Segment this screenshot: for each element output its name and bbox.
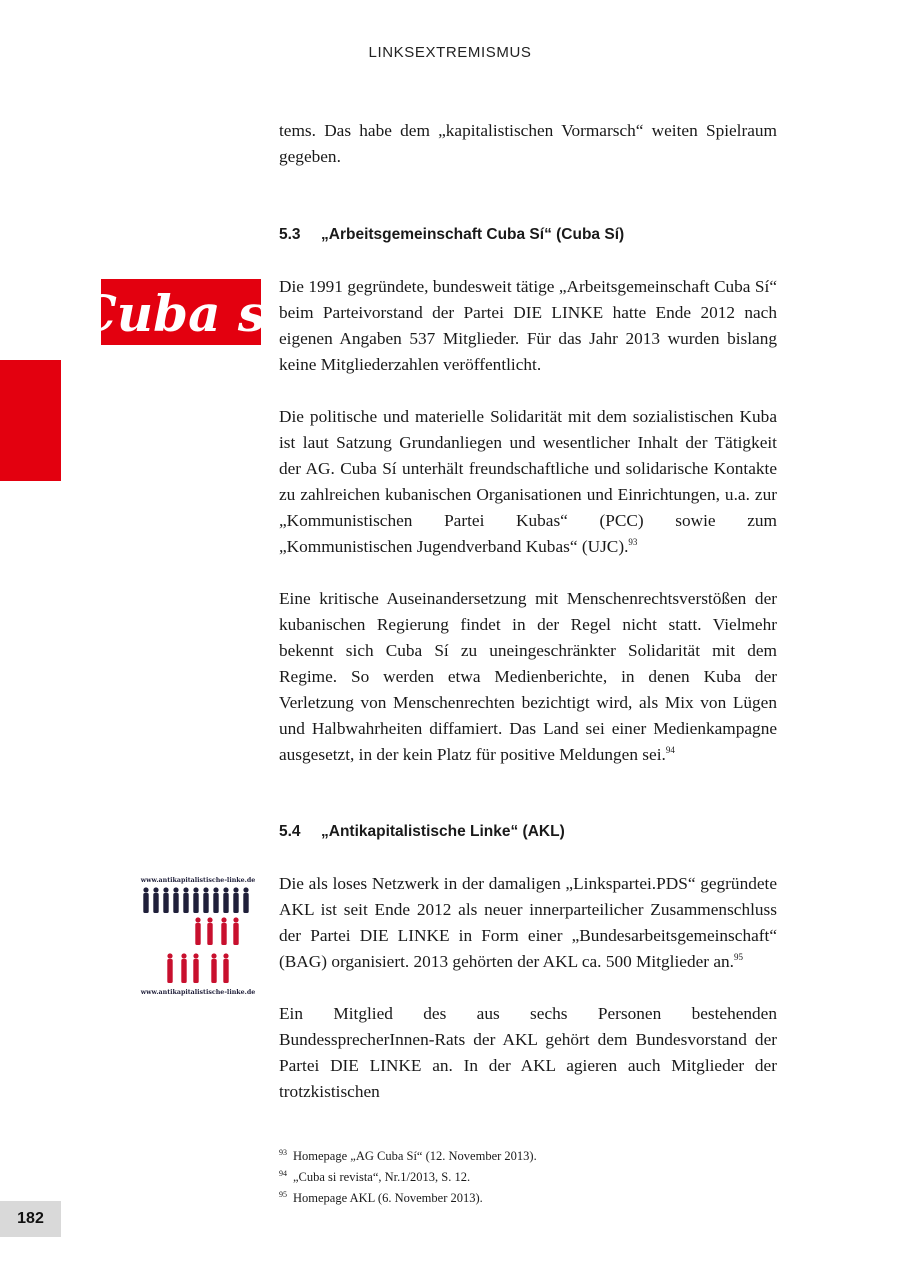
footnote-text: „Cuba si revista“, Nr.1/2013, S. 12. bbox=[293, 1170, 471, 1184]
section-heading-5-3 bbox=[279, 226, 777, 244]
footnote-text: Homepage AKL (6. November 2013). bbox=[293, 1191, 483, 1205]
footnotes bbox=[279, 1146, 777, 1209]
section-heading-5-4 bbox=[279, 823, 777, 841]
section-title: „Antikapitalistische Linke“ (AKL) bbox=[321, 823, 565, 840]
section-title: „Arbeitsgemeinschaft Cuba Sí“ (Cuba Sí) bbox=[321, 226, 625, 243]
paragraph bbox=[279, 404, 777, 560]
cuba-si-logo bbox=[76, 279, 286, 345]
paragraph-text: Die als loses Netzwerk in der damaligen „Linkspartei.PDS“ gegründete AKL ist seit Ende 2012 als neuer innerparteilicher Zusammenschluss der Partei DIE LINKE in Form einer „Bundesarbeitsgemeinschaft“ (BAG) organisiert. 2013 gehörten der AKL ca. 500 Mitglieder an. bbox=[279, 874, 777, 971]
footnote bbox=[279, 1188, 777, 1209]
intro-block bbox=[279, 118, 777, 170]
footnote-number: 94 bbox=[279, 1168, 287, 1178]
section-5-4-body bbox=[279, 871, 777, 1105]
section-number: 5.3 bbox=[279, 226, 301, 243]
paragraph bbox=[279, 871, 777, 975]
section-5-3-body bbox=[279, 274, 777, 768]
paragraph bbox=[279, 586, 777, 768]
footnote-text: Homepage „AG Cuba Sí“ (12. November 2013). bbox=[293, 1149, 537, 1163]
footnote-ref: 95 bbox=[733, 952, 743, 963]
footnote-number: 95 bbox=[279, 1189, 287, 1199]
page-number: 182 bbox=[0, 1201, 61, 1237]
footnote-ref: 93 bbox=[628, 537, 638, 548]
intro-paragraph: tems. Das habe dem „kapitalistischen Vormarsch“ weiten Spielraum gegeben. bbox=[279, 121, 777, 166]
akl-logo-url-bottom: www.antikapitalistische-linke.de bbox=[140, 989, 256, 996]
chapter-tab bbox=[0, 360, 61, 481]
akl-logo-graphic bbox=[136, 873, 260, 997]
paragraph-text: Eine kritische Auseinandersetzung mit Menschenrechtsverstößen der kubanischen Regierung findet in der Regel nicht statt. Vielmehr bekennt sich Cuba Sí zu uneingeschränkter Solidarität mit dem Regime. So werden etwa Medienberichte, in denen Kuba der Verletzung von Menschenrechten bezichtigt wird, als Mix von Lügen und Halbwahrheiten diffamiert. Das Land sei einer Medienkampagne ausgesetzt, in der kein Platz für positive Meldungen sei. bbox=[279, 589, 777, 764]
cuba-si-logo-text: Cuba sí bbox=[76, 284, 286, 343]
footnote-number: 93 bbox=[279, 1147, 287, 1157]
paragraph-text: Die politische und materielle Solidarität mit dem sozialistischen Kuba ist laut Satzung Grundanliegen und wesentlicher Inhalt der Tätigkeit der AG. Cuba Sí unterhält freundschaftliche und solidarische Kontakte zu zahlreichen kubanischen Organisationen und Einrichtungen, u.a. zur „Kommunistischen Partei Kubas“ (PCC) sowie zum „Kommunistischen Jugendverband Kubas“ (UJC). bbox=[279, 407, 777, 556]
akl-logo bbox=[136, 873, 260, 997]
footnote-ref: 94 bbox=[665, 745, 675, 756]
akl-logo-url-top: www.antikapitalistische-linke.de bbox=[140, 877, 256, 884]
footnote bbox=[279, 1146, 777, 1167]
paragraph: Ein Mitglied des aus sechs Personen bestehenden BundessprecherInnen-Rats der AKL gehört dem Bundesvorstand der Partei DIE LINKE an. In der AKL agieren auch Mitglieder der trotzkistischen bbox=[279, 1004, 777, 1101]
footnote bbox=[279, 1167, 777, 1188]
running-head: LINKSEXTREMISMUS bbox=[368, 44, 532, 61]
section-number: 5.4 bbox=[279, 823, 301, 840]
cuba-si-logo-graphic bbox=[76, 279, 286, 345]
paragraph: Die 1991 gegründete, bundesweit tätige „Arbeitsgemeinschaft Cuba Sí“ beim Parteivorstand der Partei DIE LINKE hatte Ende 2012 nach eigenen Angaben 537 Mitglieder. Für das Jahr 2013 wurden bislang keine Mitgliederzahlen veröffentlicht. bbox=[279, 277, 777, 374]
